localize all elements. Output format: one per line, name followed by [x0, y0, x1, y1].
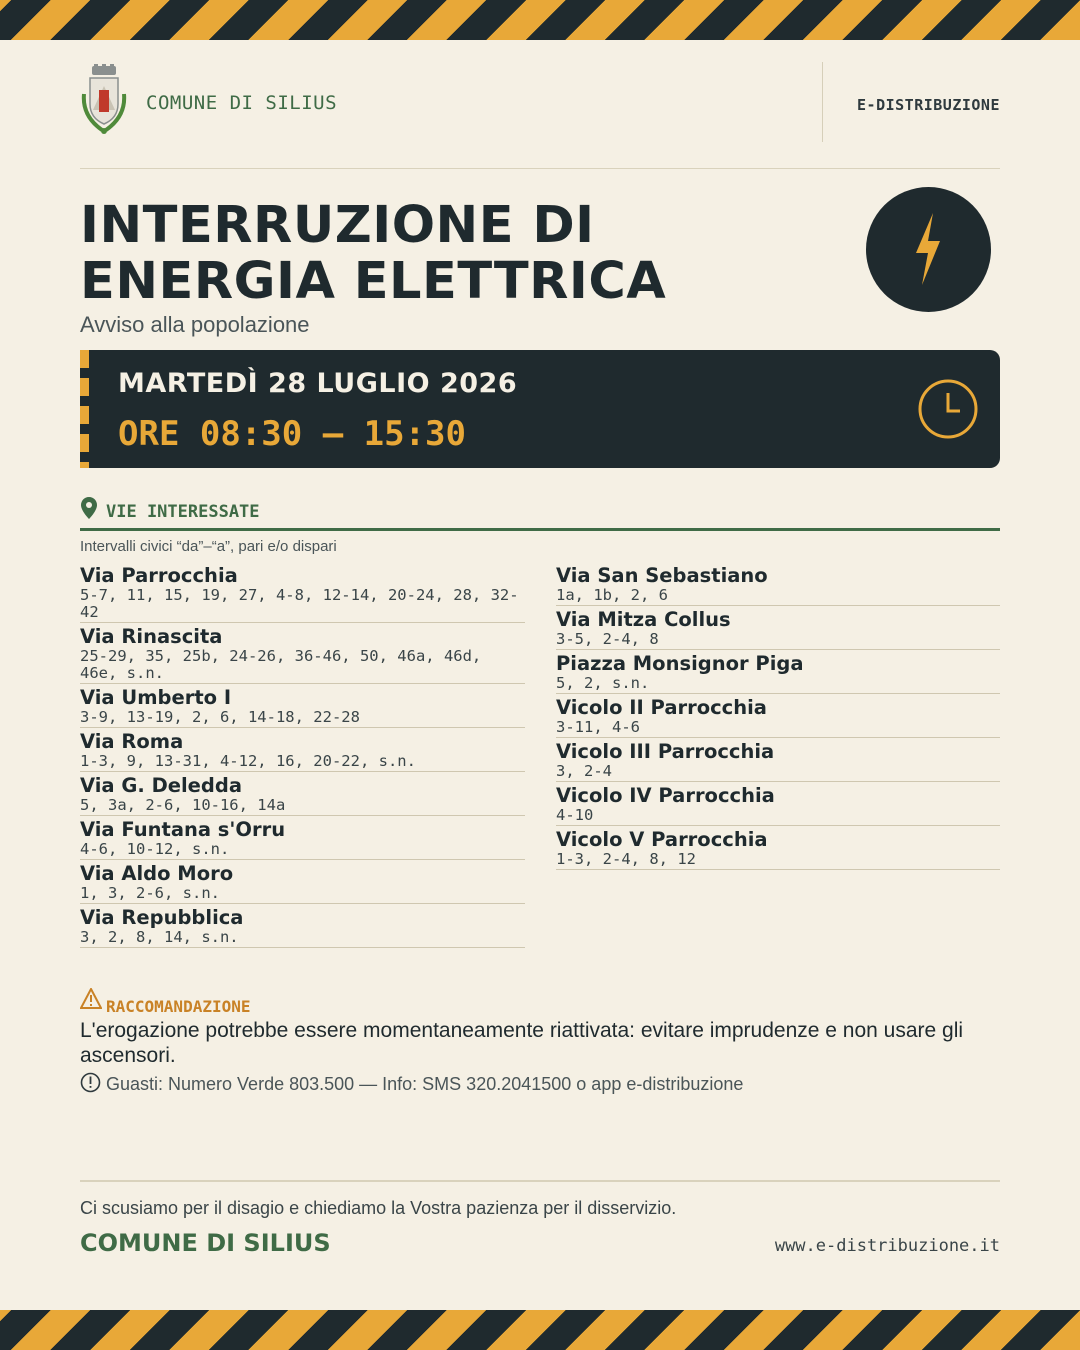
- map-pin-icon: [80, 497, 98, 521]
- schedule-date: MARTEDÌ 28 LUGLIO 2026: [118, 368, 518, 399]
- header-separator: [80, 168, 1000, 169]
- header: [80, 62, 1000, 144]
- street-numbers: 1-3, 9, 13-31, 4-12, 16, 20-22, s.n.: [80, 752, 416, 770]
- info-text: Guasti: Numero Verde 803.500 — Info: SMS 320.2041500 o app e-distribuzione: [106, 1074, 744, 1094]
- hazard-stripes-top: [0, 0, 1080, 40]
- info-icon: [80, 1072, 101, 1093]
- street-item: [80, 728, 525, 772]
- street-numbers: 3-11, 4-6: [556, 718, 640, 736]
- street-name: Via Repubblica: [80, 906, 244, 929]
- streets-section-header: [80, 497, 1000, 531]
- street-name: Piazza Monsignor Piga: [556, 652, 804, 675]
- schedule-box: [80, 350, 1000, 468]
- street-name: Via Parrocchia: [80, 564, 238, 587]
- street-numbers: 1-3, 2-4, 8, 12: [556, 850, 696, 868]
- street-item: [556, 782, 1000, 826]
- street-numbers: 4-10: [556, 806, 594, 824]
- street-name: Via Rinascita: [80, 625, 223, 648]
- warning-icon: [80, 988, 102, 1010]
- street-numbers: 3-5, 2-4, 8: [556, 630, 659, 648]
- street-numbers: 25-29, 35, 25b, 24-26, 36-46, 50, 46a, 46d, 46e, s.n.: [80, 647, 482, 682]
- streets-list-right: [556, 562, 1000, 870]
- street-name: Via Mitza Collus: [556, 608, 731, 631]
- header-partner: E-DISTRIBUZIONE: [857, 96, 1000, 114]
- footer-separator: [80, 1180, 1000, 1182]
- street-name: Vicolo IV Parrocchia: [556, 784, 775, 807]
- street-name: Via Umberto I: [80, 686, 232, 709]
- street-numbers: 3, 2, 8, 14, s.n.: [80, 928, 239, 946]
- street-item: [80, 684, 525, 728]
- header-comune-name: COMUNE DI SILIUS: [146, 92, 338, 114]
- street-numbers: 5, 3a, 2-6, 10-16, 14a: [80, 796, 286, 814]
- lightning-bolt-icon: [866, 187, 991, 312]
- street-numbers: 5, 2, s.n.: [556, 674, 650, 692]
- street-name: Vicolo V Parrocchia: [556, 828, 768, 851]
- street-item: [80, 816, 525, 860]
- street-item: [556, 738, 1000, 782]
- streets-section-note: Intervalli civici “da”–“a”, pari e/o dispari: [80, 538, 337, 555]
- street-numbers: 5-7, 11, 15, 19, 27, 4-8, 12-14, 20-24, 28, 32-42: [80, 586, 519, 621]
- streets-section-title: VIE INTERESSATE: [106, 502, 260, 522]
- footer-website[interactable]: www.e-distribuzione.it: [774, 1236, 1000, 1256]
- footer-apology: Ci scusiamo per il disagio e chiediamo la Vostra pazienza per il disservizio.: [80, 1198, 677, 1218]
- street-numbers: 1, 3, 2-6, s.n.: [80, 884, 220, 902]
- street-item: [556, 694, 1000, 738]
- page-title: [80, 198, 840, 310]
- header-divider: [822, 62, 823, 142]
- title-line-2: ENERGIA ELETTRICA: [80, 252, 667, 311]
- street-name: Via Aldo Moro: [80, 862, 234, 885]
- page-subtitle: Avviso alla popolazione: [80, 312, 310, 337]
- street-name: Vicolo III Parrocchia: [556, 740, 775, 763]
- street-name: Via G. Deledda: [80, 774, 242, 797]
- recommendation-title: RACCOMANDAZIONE: [106, 997, 251, 1016]
- street-numbers: 3-9, 13-19, 2, 6, 14-18, 22-28: [80, 708, 360, 726]
- recommendation-text: L'erogazione potrebbe essere momentaneamente riattivata: evitare imprudenze e non usare gli ascensori.: [80, 1019, 964, 1067]
- street-name: Via San Sebastiano: [556, 564, 768, 587]
- street-name: Via Roma: [80, 730, 184, 753]
- coat-of-arms-icon: [80, 64, 128, 138]
- schedule-stripe: [80, 350, 89, 468]
- street-item: [80, 904, 525, 948]
- streets-list-left: [80, 562, 525, 948]
- footer-comune: COMUNE DI SILIUS: [80, 1229, 331, 1257]
- street-item: [80, 772, 525, 816]
- street-numbers: 1a, 1b, 2, 6: [556, 586, 668, 604]
- street-item: [80, 623, 525, 684]
- street-item: [80, 860, 525, 904]
- street-item: [556, 562, 1000, 606]
- street-item: [80, 562, 525, 623]
- street-item: [556, 826, 1000, 870]
- street-numbers: 4-6, 10-12, s.n.: [80, 840, 230, 858]
- street-numbers: 3, 2-4: [556, 762, 612, 780]
- clock-icon: [918, 379, 978, 439]
- lightning-badge: [866, 187, 991, 312]
- street-item: [556, 650, 1000, 694]
- schedule-time: ORE 08:30 — 15:30: [118, 414, 466, 454]
- street-name: Via Funtana s'Orru: [80, 818, 286, 841]
- hazard-stripes-bottom: [0, 1310, 1080, 1350]
- street-item: [556, 606, 1000, 650]
- street-name: Vicolo II Parrocchia: [556, 696, 767, 719]
- title-line-1: INTERRUZIONE DI: [80, 196, 595, 255]
